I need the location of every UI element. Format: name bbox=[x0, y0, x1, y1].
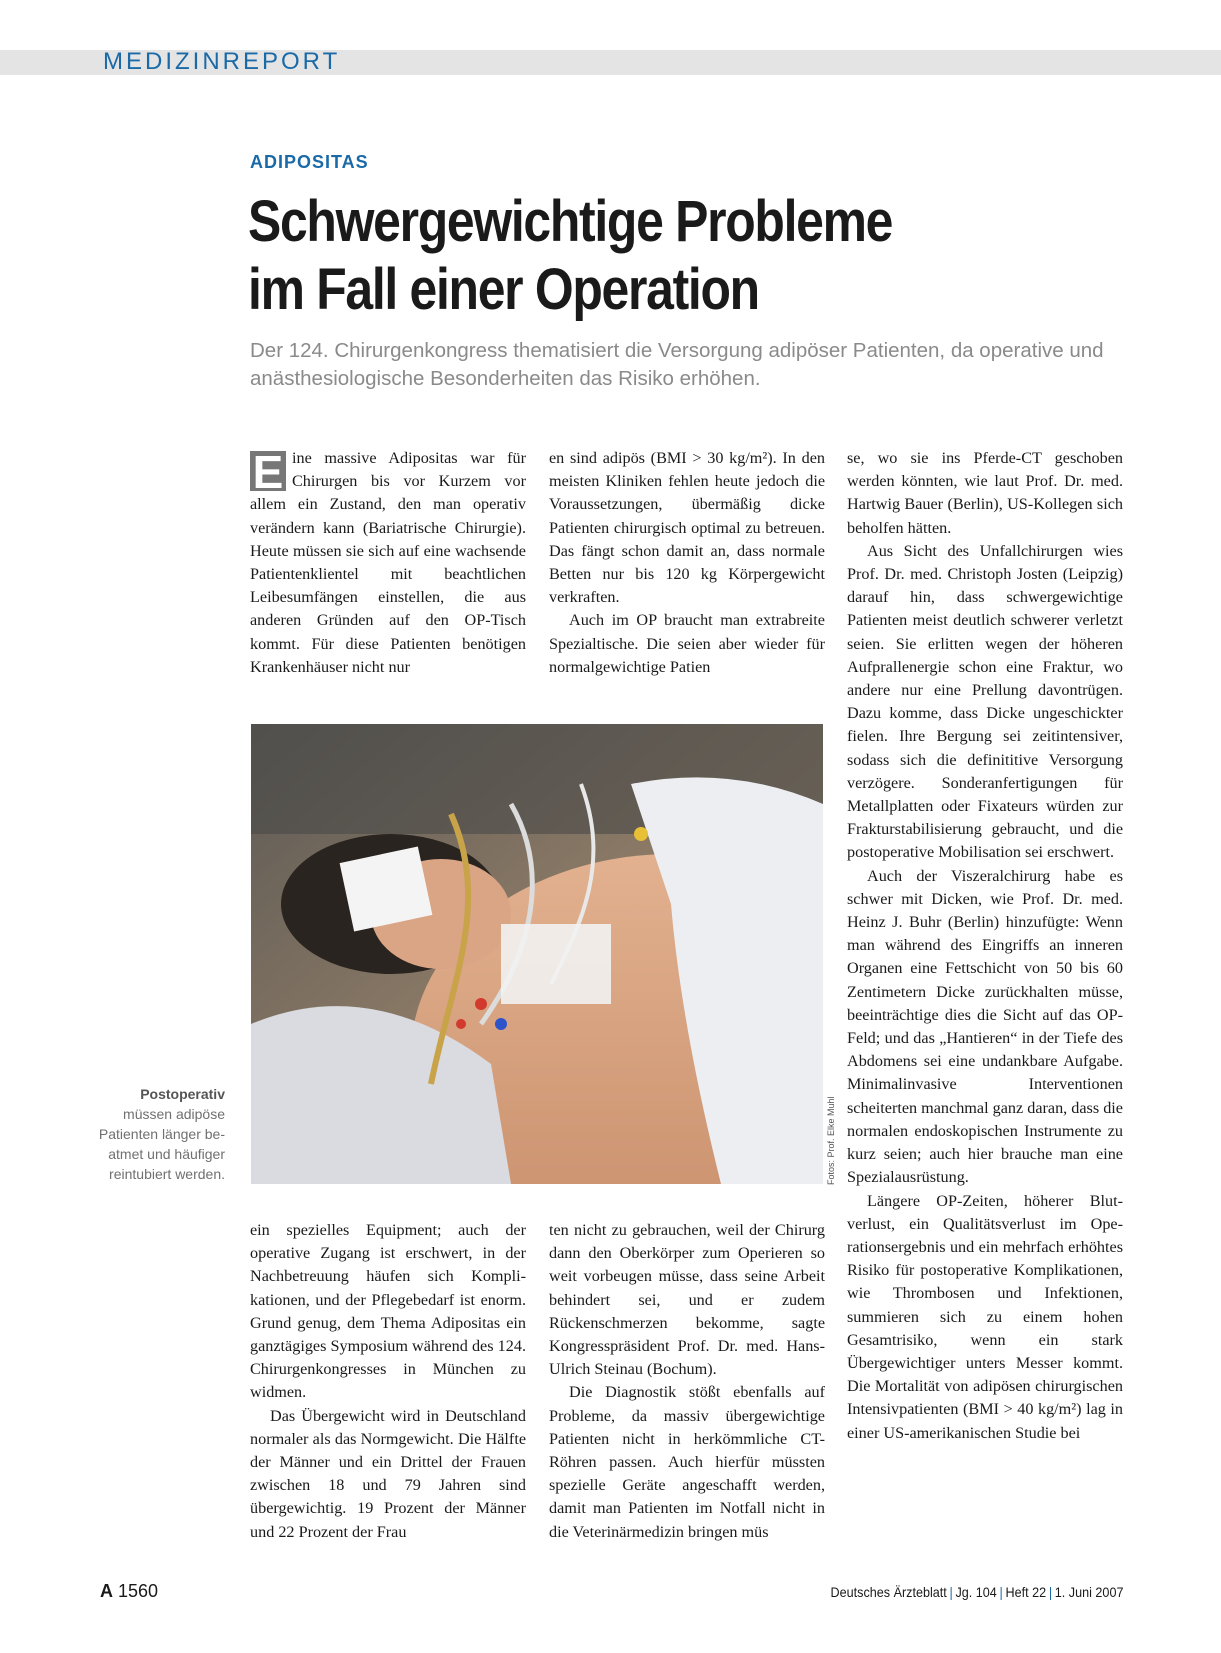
paragraph: en sind adipös (BMI > 30 kg/m²). In den meisten Kliniken fehlen heute jedoch die Voraussetzungen, übermäßig dicke Patienten chirurgisch optimal zu betreuen. Das fängt schon damit an, dass normale Betten nur bis 120 kg Körpergewicht verkraften. bbox=[549, 449, 825, 607]
journal-volume: Jg. 104 bbox=[955, 1584, 997, 1600]
journal-date: 1. Juni 2007 bbox=[1054, 1584, 1123, 1600]
column-2-bottom bbox=[549, 1219, 825, 1544]
paragraph: ein spezielles Equipment; auch der operative Zugang ist erschwert, in der Nachbetreuung häufen sich Komplikationen, und der Pflegebedarf ist enorm. Grund genug, dem Thema Adipositas ein ganztägiges Symposium während des 124. Chirurgenkongresses in München zu widmen. bbox=[250, 1221, 526, 1402]
article-subtitle: Der 124. Chirurgenkongress thematisiert die Versorgung adipöser Patienten, da operative und anästhesiologische Besonderheiten das Risiko erhöhen. bbox=[250, 339, 1104, 390]
article-photo bbox=[251, 724, 823, 1184]
journal-issue: Heft 22 bbox=[1005, 1584, 1046, 1600]
article-kicker: ADIPOSITAS bbox=[250, 152, 369, 172]
paragraph: Längere OP-Zeiten, höherer Blutverlust, ein Qualitätsverlust im Operationsergebnis und ein mehrfach erhöhtes Risiko für postoperative Komplikationen, wie Thrombosen und Infektionen, summieren sich zu einem hohen Gesamtrisiko, wenn ein stark Übergewichtiger unters Messer kommt. Die Mortalität von adipösen chirurgischen Intensivpatienten (BMI > 40 kg/m²) lag in einer US-amerikanischen Studie bei bbox=[847, 1191, 1123, 1442]
paragraph: Aus Sicht des Unfallchirurgen wies Prof. Dr. med. Christoph Josten (Leipzig) darauf hin, dass schwergewichtige Patienten meist deutlich schwerer verletzt seien. Sie erlitten wegen der höheren Aufprallenergie schon eine Fraktur, wo andere nur eine Prellung davontrügen. Dazu komme, dass Dicke ungeschickter fielen. Ihre Bergung sei zeitintensiver, sodass sich die definititive Versorgung verzögere. Sonderanfertigungen für Metallplatten oder Fixateurs würden zur Frakturstabilisierung gebraucht, und die postoperative Mobilisation sei erschwert. bbox=[847, 541, 1123, 862]
headline-line-2: im Fall einer Operation bbox=[248, 257, 759, 322]
journal-name: Deutsches Ärzteblatt bbox=[830, 1584, 947, 1600]
paragraph: Auch der Viszeralchirurg habe es schwer mit Dicken, wie Prof. Dr. med. Heinz J. Buhr (Berlin) hinzufügte: Wenn man während des Eingriffs an inneren Organen eine Fettschicht von 50 bis 60 Zentimetern Dicke zurückhalten müsse, beeinträchtige dies die Sicht auf das OP-Feld; und das „Hantieren“ in der Tiefe des Abdomens sei eine undankbare Aufgabe. Minimalinvasive Interventionen scheiterten manchmal ganz daran, dass die normalen endoskopischen Instrumente zu kurz seien; auch hier brauche man eine Spezialausrüstung. bbox=[847, 866, 1123, 1187]
photo-credit: Fotos: Prof. Elke Muhl bbox=[826, 1096, 836, 1185]
column-2-top bbox=[549, 447, 825, 679]
column-3 bbox=[847, 447, 1123, 1445]
headline-line-1: Schwergewichtige Probleme bbox=[248, 189, 893, 254]
paragraph: ine massive Adipositas war für Chirurgen bis vor Kurzem vor allem ein Zustand, den man operativ verändern kann (Bariatrische Chirurgie). Heute müssen sie sich auf eine wachsende Patientenklientel mit beachtlichen Leibesumfängen einstellen, die aus anderen Gründen auf den OP-Tisch kommt. Für diese Patienten benötigen Krankenhäuser nicht nur bbox=[250, 449, 526, 676]
article-headline bbox=[248, 188, 1022, 324]
caption-lead: Postoperativ bbox=[140, 1086, 225, 1102]
column-1-top bbox=[250, 447, 526, 679]
page-prefix: A bbox=[100, 1581, 113, 1601]
paragraph: Die Diagnostik stößt ebenfalls auf Probleme, da massiv übergewichtige Patienten nicht in herkömmliche CT-Röhren passen. Auch hierfür müssten spezielle Geräte angeschafft werden, damit man Patienten im Notfall nicht in die Veterinärmedizin bringen müs bbox=[549, 1383, 825, 1541]
paragraph: Auch im OP braucht man extrabreite Spezialtische. Die seien aber wieder für normalgewichtige Patien bbox=[549, 611, 825, 676]
paragraph: Das Übergewicht wird in Deutschland normaler als das Normgewicht. Die Hälfte der Männer und ein Drittel der Frauen zwischen 18 und 79 Jahren sind übergewichtig. 19 Prozent der Männer und 22 Prozent der Frau bbox=[250, 1406, 526, 1541]
drop-cap: E bbox=[250, 451, 286, 491]
photo-caption bbox=[80, 1084, 225, 1184]
caption-text: müssen adipöse Patienten länger beatmet und häufiger reintubiert werden. bbox=[98, 1106, 225, 1182]
section-label: MEDIZINREPORT bbox=[103, 48, 341, 75]
column-1-bottom bbox=[250, 1219, 526, 1544]
journal-footer: Deutsches Ärzteblatt | Jg. 104 | Heft 22 | 1. Juni 2007 bbox=[830, 1584, 1123, 1600]
paragraph: ten nicht zu gebrauchen, weil der Chirurg dann den Oberkörper zum Operieren so weit vorbeugen müsse, dass seine Arbeit behindert sei, und er zudem Rückenschmerzen bekomme, sagte Kongresspräsident Prof. Dr. med. Hans-Ulrich Steinau (Bochum). bbox=[549, 1221, 825, 1379]
paragraph: se, wo sie ins Pferde-CT geschoben werden könnten, wie laut Prof. Dr. med. Hartwig Bauer (Berlin), US-Kollegen sich beholfen hätten. bbox=[847, 449, 1123, 537]
page-number-value: 1560 bbox=[118, 1581, 159, 1601]
page-number bbox=[100, 1581, 158, 1602]
